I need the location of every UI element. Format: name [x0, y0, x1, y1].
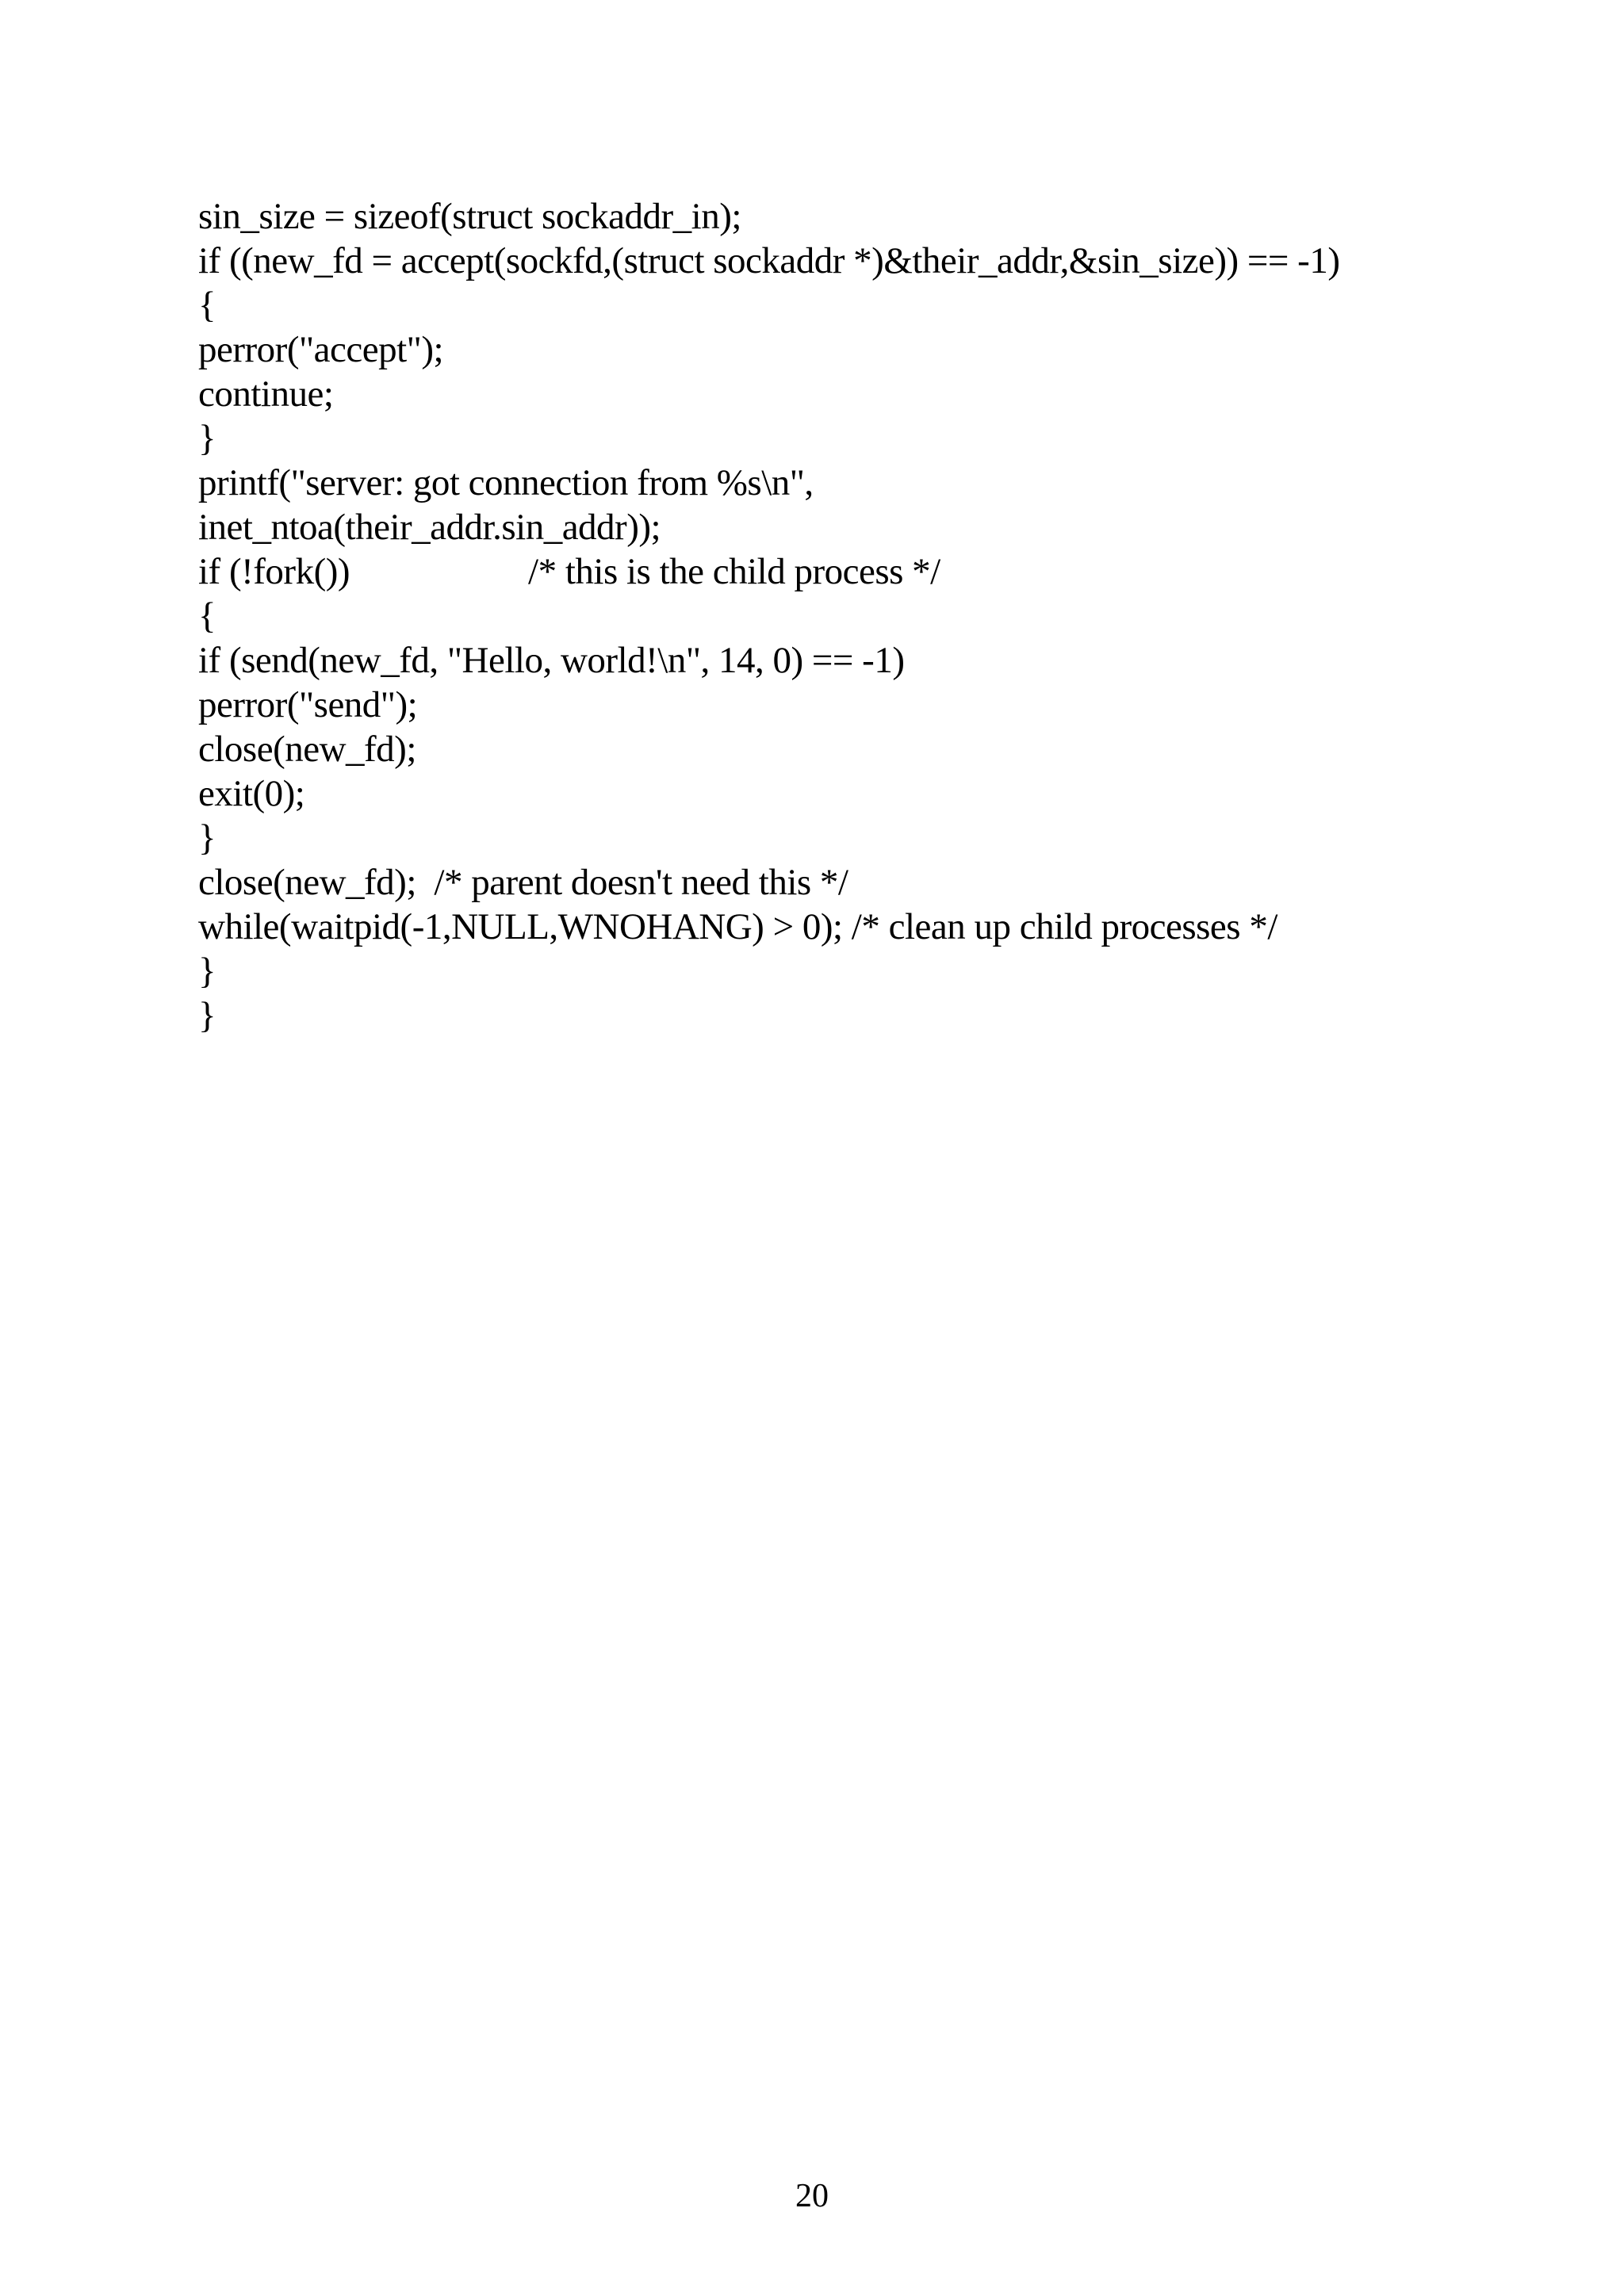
code-line: inet_ntoa(their_addr.sin_addr));	[198, 507, 661, 548]
page-number: 20	[795, 2178, 829, 2214]
code-line: }	[198, 951, 216, 992]
code-line: perror("accept");	[198, 329, 444, 370]
code-line: if (!fork()) /* this is the child process */	[198, 551, 940, 592]
code-line: {	[198, 285, 216, 326]
code-line: close(new_fd);	[198, 729, 416, 770]
code-line: perror("send");	[198, 684, 418, 725]
code-line: exit(0);	[198, 773, 305, 814]
code-line: continue;	[198, 373, 334, 415]
code-line: close(new_fd); /* parent doesn't need this */	[198, 862, 848, 903]
code-line: printf("server: got connection from %s\n",	[198, 462, 814, 503]
code-line: }	[198, 817, 216, 859]
code-line: {	[198, 595, 216, 637]
code-line: if (send(new_fd, "Hello, world!\n", 14, 0) == -1)	[198, 640, 905, 681]
code-line: sin_size = sizeof(struct sockaddr_in);	[198, 196, 741, 237]
code-listing	[198, 194, 1507, 1038]
code-line: if ((new_fd = accept(sockfd,(struct sockaddr *)&their_addr,&sin_size)) == -1)	[198, 240, 1340, 281]
code-line: }	[198, 418, 216, 459]
code-line: while(waitpid(-1,NULL,WNOHANG) > 0); /* clean up child processes */	[198, 906, 1277, 947]
code-line: }	[198, 995, 216, 1036]
